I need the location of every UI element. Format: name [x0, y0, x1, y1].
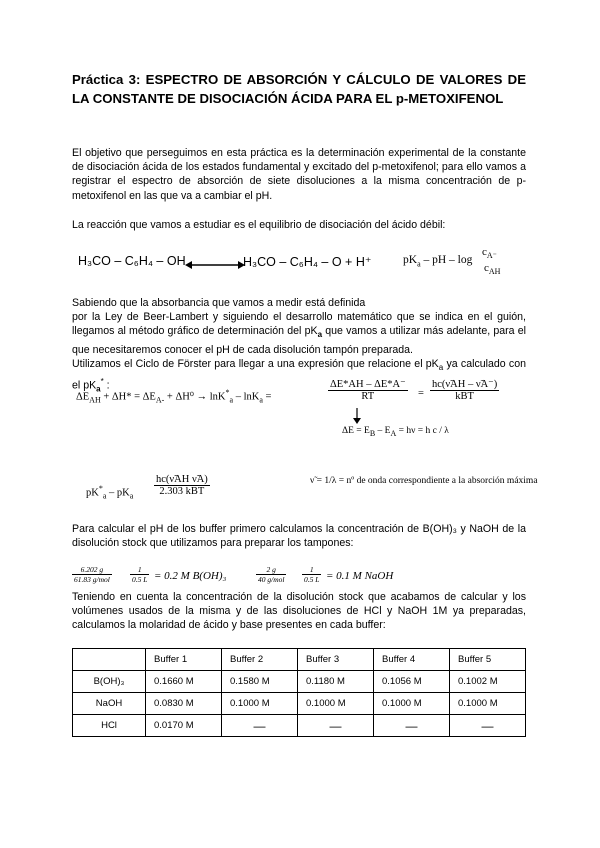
buffer-paragraph: Teniendo en cuenta la concentración de la disolución stock que acabamos de calcular y los volúmenes usados de la misma y de las disoluciones de HCl y NaOH 1M ya preparadas, calculamos la molaridad de ácido y base presentes en cada buffer: — [72, 591, 526, 632]
f2-num: 1 — [130, 565, 149, 575]
pk-mid-sub: a — [129, 491, 134, 501]
delta-e-sub1: B — [369, 428, 376, 438]
table-cell: 0.0830 M — [146, 693, 222, 715]
cycle-sub2: A- — [155, 395, 165, 405]
stock-frac-1 — [72, 565, 112, 584]
f3-num: 2 g — [256, 565, 286, 575]
pk-lhs-mid: – pK — [106, 487, 130, 499]
f4-den: 0.5 L — [304, 575, 320, 584]
pk-lhs-a: pK — [86, 487, 99, 499]
minus-lnk: – lnK — [233, 391, 260, 403]
table-header-cell: Buffer 4 — [374, 649, 450, 671]
table-header-cell: Buffer 1 — [146, 649, 222, 671]
row-label: B(OH)₃ — [73, 671, 146, 693]
f1-den: 61.83 g/mol — [74, 575, 110, 584]
reaction-equation — [78, 246, 548, 282]
frac1-num: ΔE*AH – ΔE*A⁻ — [330, 379, 406, 390]
page-title: Práctica 3: ESPECTRO DE ABSORCIÓN Y CÁLCULO DE VALORES DE LA CONSTANTE DE DISOCIACIÓN ÁCIDA PARA EL p-METOXIFENOL — [72, 72, 526, 106]
pka-sup-d: * — [100, 377, 104, 387]
forster-fraction-2 — [430, 378, 499, 402]
table-cell: — — [298, 715, 374, 737]
para2-text-a: por la Ley de Beer-Lambert y siguiendo el desarrollo matemático que se indica en el guión, llegamos al método gráfico de determinación del pK — [72, 311, 526, 338]
ratio-num-sub: A⁻ — [486, 251, 497, 261]
cycle-b: + ΔH* = ΔE — [100, 391, 156, 403]
buffer-table — [72, 648, 526, 737]
pka-formula — [403, 254, 472, 268]
products: H₃CO – C₆H₄ – O + H⁺ — [243, 255, 372, 269]
pk-lhs — [86, 484, 133, 501]
equals-1: = — [262, 391, 272, 403]
ratio-num: c — [482, 246, 487, 258]
para2-text-d: ya calculado con el pK — [72, 357, 527, 392]
table-cell: 0.1660 M — [146, 671, 222, 693]
pk-lhs-sup: * — [98, 484, 103, 493]
pk-frac-num: hc(ν̃AH ν̃A) — [156, 474, 208, 485]
stock-result-1: = 0.2 M B(OH)₃ — [154, 570, 227, 582]
table-header-cell: Buffer 5 — [450, 649, 526, 671]
equals-2: = — [418, 388, 424, 399]
stock-frac-4 — [302, 565, 321, 584]
para2-text-c: Utilizamos el Ciclo de Förster para llegar a una expresión que relacione el pK — [72, 357, 439, 370]
table-cell: — — [450, 715, 526, 737]
reaction-intro: La reacción que vamos a estudiar es el equilibrio de disociación del ácido débil: — [72, 219, 446, 231]
table-row — [73, 671, 526, 693]
stock-calculation — [72, 565, 532, 589]
equilibrium-arrow-icon — [185, 258, 245, 272]
delta-e-a: ΔE = E — [342, 426, 370, 436]
row-label: NaOH — [73, 693, 146, 715]
pk-relation — [86, 474, 546, 514]
table-cell: 0.1002 M — [450, 671, 526, 693]
stock-frac-2 — [130, 565, 149, 584]
intro-paragraph: El objetivo que perseguimos en esta práctica es la determinación experimental de la constante de disociación ácida de los estados fundamental y excitado del p-metoxifenol; para ello vamos a registrar el espectro de absorción de siete disoluciones a la misma concentración de p-metoxifenol en las que va a cambiar el pH. — [72, 147, 526, 202]
cycle-a: ΔE — [76, 391, 90, 403]
frac2-num: hc(ν̃AH – ν̃A⁻) — [432, 379, 498, 390]
pka-sub: a — [417, 259, 421, 269]
forster-fraction-1 — [328, 378, 408, 402]
stock-frac-3 — [256, 565, 286, 584]
row-label: HCl — [73, 715, 146, 737]
frac2-den: kBT — [455, 391, 474, 402]
cycle-sub1: AH — [89, 395, 101, 405]
table-header-cell: Buffer 3 — [298, 649, 374, 671]
reactant: H₃CO – C₆H₄ – OH — [78, 254, 186, 268]
wavenumber-note: ν̃ = 1/λ = nº de onda correspondiente a la absorción máxima — [310, 476, 538, 486]
pka-mid: – pH – log — [420, 254, 473, 266]
buffer-intro: Para calcular el pH de los buffer primero calculamos la concentración de B(OH)₃ y NaOH de la disolución stock que utilizamos para preparar los tampones: — [72, 523, 526, 550]
para2-text-b: que vamos a utilizar más adelante, para el que necesitaremos conocer el pH de cada disolución tampón preparada. — [72, 325, 527, 356]
table-cell: 0.1056 M — [374, 671, 450, 693]
ratio-den-sub: AH — [488, 267, 501, 277]
table-cell: 0.1180 M — [298, 671, 374, 693]
table-cell: 0.0170 M — [146, 715, 222, 737]
pka-sub-a: a — [317, 330, 323, 340]
table-header-cell — [73, 649, 146, 671]
delta-e-relation — [342, 426, 449, 438]
table-cell: 0.1000 M — [450, 693, 526, 715]
stock-result-2: = 0.1 M NaOH — [326, 570, 394, 582]
para2-text-e: : — [103, 379, 110, 392]
pka-ratio — [482, 246, 500, 278]
frac1-den: RT — [361, 391, 375, 402]
f2-den: 0.5 L — [132, 575, 148, 584]
pka-symbol: pK — [403, 254, 418, 266]
minus-lnk-sub: a — [259, 395, 263, 405]
table-row — [73, 715, 526, 737]
pka-sub-c: a — [438, 363, 444, 373]
ratio-den: c — [484, 262, 489, 275]
table-cell: 0.1000 M — [222, 693, 298, 715]
table-cell: — — [222, 715, 298, 737]
f1-num: 6.202 g — [72, 565, 112, 575]
table-header-row — [73, 649, 526, 671]
pk-lhs-sub: a — [102, 491, 107, 501]
lnk-sub: a — [229, 395, 234, 405]
table-header-cell: Buffer 2 — [222, 649, 298, 671]
pk-fraction — [154, 474, 210, 497]
delta-e-sub2: A — [390, 428, 397, 438]
delta-e-c: = hν = h c / λ — [396, 426, 449, 436]
pka-sub-d: a — [96, 384, 101, 394]
para2-line1: Sabiendo que la absorbancia que vamos a medir está definida — [72, 297, 366, 309]
delta-e-b: – E — [375, 426, 391, 436]
f4-num: 1 — [302, 565, 321, 575]
forster-cycle — [76, 388, 271, 405]
down-arrow-icon — [352, 408, 362, 424]
table-row — [73, 693, 526, 715]
table-cell: 0.1580 M — [222, 671, 298, 693]
forster-equation — [76, 379, 536, 442]
pk-frac-den: 2.303 kBT — [159, 486, 205, 497]
table-cell: — — [374, 715, 450, 737]
lnk-sup: * — [225, 388, 230, 397]
cycle-c: + ΔH⁰ → lnK — [164, 391, 226, 403]
f3-den: 40 g/mol — [258, 575, 285, 584]
table-cell: 0.1000 M — [298, 693, 374, 715]
table-cell: 0.1000 M — [374, 693, 450, 715]
